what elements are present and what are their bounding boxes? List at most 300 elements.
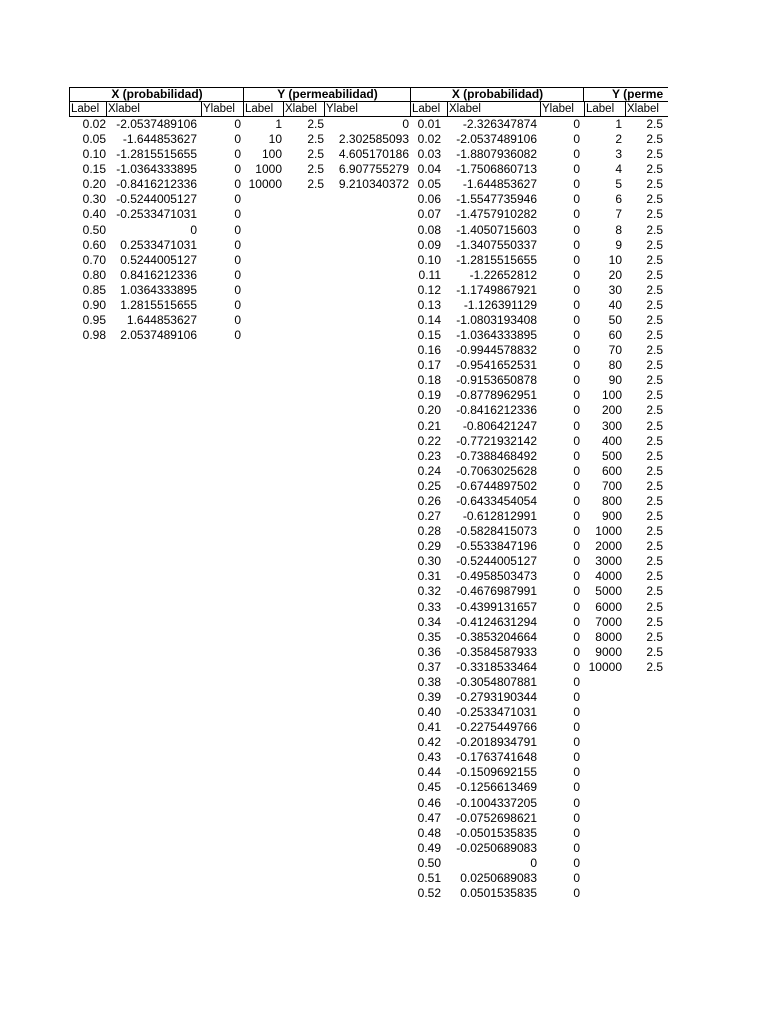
cell-ylabel: 0 bbox=[234, 297, 241, 312]
table-row bbox=[583, 524, 668, 539]
table-row bbox=[410, 645, 584, 660]
cell-xlabel: -0.8778962951 bbox=[456, 388, 537, 403]
table-row bbox=[69, 162, 244, 177]
table-row bbox=[410, 886, 584, 901]
cell-xlabel: 2.5 bbox=[646, 524, 663, 539]
cell-xlabel: 1.644853627 bbox=[126, 313, 197, 328]
table-row bbox=[583, 569, 668, 584]
table-row bbox=[583, 298, 668, 313]
cell-xlabel: 2.5 bbox=[646, 132, 663, 147]
cell-ylabel: 0 bbox=[573, 463, 580, 478]
cell-label: 1 bbox=[275, 117, 282, 131]
table-row bbox=[410, 388, 584, 403]
table-row bbox=[583, 223, 668, 238]
cell-label: 4000 bbox=[595, 569, 622, 584]
cell-xlabel: -0.5244005127 bbox=[456, 554, 537, 569]
cell-label: 0.20 bbox=[417, 403, 441, 418]
cell-ylabel: 0 bbox=[573, 313, 580, 328]
cell-label: 0.38 bbox=[417, 674, 441, 689]
cell-ylabel: 0 bbox=[573, 433, 580, 448]
cell-xlabel: -0.9541652531 bbox=[456, 358, 537, 373]
cell-xlabel: 2.5 bbox=[646, 192, 663, 207]
col-header-xlabel: Xlabel bbox=[106, 102, 201, 116]
cell-ylabel: 0 bbox=[573, 207, 580, 222]
cell-label: 10 bbox=[268, 132, 282, 147]
cell-xlabel: -0.1763741648 bbox=[456, 750, 537, 765]
cell-xlabel: 1.0364333895 bbox=[120, 282, 197, 297]
cell-label: 0.33 bbox=[417, 599, 441, 614]
cell-label: 1 bbox=[615, 117, 622, 131]
cell-xlabel: -0.8416212336 bbox=[116, 177, 197, 192]
cell-ylabel: 0 bbox=[573, 735, 580, 750]
table-row bbox=[410, 479, 584, 494]
table-row bbox=[583, 479, 668, 494]
table-row bbox=[583, 192, 668, 207]
cell-xlabel: -0.1256613469 bbox=[456, 780, 537, 795]
table-row bbox=[583, 373, 668, 388]
cell-xlabel: -0.4958503473 bbox=[456, 569, 537, 584]
cell-xlabel: 2.5 bbox=[646, 599, 663, 614]
cell-label: 0.39 bbox=[417, 689, 441, 704]
table-row bbox=[583, 328, 668, 343]
cell-label: 0.18 bbox=[417, 373, 441, 388]
cell-ylabel: 0 bbox=[573, 132, 580, 147]
table-row bbox=[583, 162, 668, 177]
table-row bbox=[410, 177, 584, 192]
cell-ylabel: 0 bbox=[573, 252, 580, 267]
cell-xlabel: -0.4676987991 bbox=[456, 584, 537, 599]
table-row bbox=[583, 584, 668, 599]
cell-label: 0.43 bbox=[417, 750, 441, 765]
cell-xlabel: -0.4399131657 bbox=[456, 599, 537, 614]
table-row bbox=[583, 253, 668, 268]
column-header-row bbox=[69, 102, 668, 117]
cell-label: 0.25 bbox=[417, 478, 441, 493]
table-row bbox=[583, 358, 668, 373]
cell-label: 0.35 bbox=[417, 629, 441, 644]
cell-label: 3 bbox=[615, 147, 622, 162]
cell-label: 500 bbox=[601, 448, 622, 463]
cell-xlabel: -2.326347874 bbox=[462, 117, 537, 131]
cell-ylabel: 0 bbox=[234, 313, 241, 328]
cell-label: 0.15 bbox=[417, 328, 441, 343]
cell-ylabel: 0 bbox=[573, 147, 580, 162]
table-row bbox=[583, 494, 668, 509]
cell-xlabel: 2.5 bbox=[307, 117, 324, 131]
cell-label: 2000 bbox=[595, 539, 622, 554]
cell-label: 1000 bbox=[595, 524, 622, 539]
table-row bbox=[583, 419, 668, 434]
table-row bbox=[243, 147, 411, 162]
cell-ylabel: 0 bbox=[234, 147, 241, 162]
table-row bbox=[410, 796, 584, 811]
table-row bbox=[410, 494, 584, 509]
cell-label: 0.11 bbox=[418, 267, 441, 282]
col-header-ylabel: Ylabel bbox=[540, 102, 584, 116]
cell-xlabel: -0.0752698621 bbox=[456, 810, 537, 825]
table-row bbox=[583, 509, 668, 524]
cell-label: 10000 bbox=[588, 659, 622, 674]
cell-label: 0.30 bbox=[82, 192, 106, 207]
cell-xlabel: 2.5 bbox=[646, 297, 663, 312]
table-row bbox=[410, 268, 584, 283]
cell-xlabel: -1.0364333895 bbox=[116, 162, 197, 177]
cell-ylabel: 0 bbox=[573, 418, 580, 433]
table-row bbox=[243, 132, 411, 147]
table-row bbox=[410, 223, 584, 238]
cell-label: 6000 bbox=[595, 599, 622, 614]
cell-ylabel: 0 bbox=[573, 780, 580, 795]
cell-xlabel: -1.7506860713 bbox=[456, 162, 537, 177]
cell-xlabel: 0.0250689083 bbox=[460, 870, 537, 885]
cell-xlabel: 2.5 bbox=[307, 147, 324, 162]
cell-ylabel: 0 bbox=[234, 132, 241, 147]
table-row bbox=[583, 539, 668, 554]
cell-xlabel: -0.3054807881 bbox=[456, 674, 537, 689]
cell-label: 0.90 bbox=[82, 297, 106, 312]
table-row bbox=[583, 388, 668, 403]
cell-ylabel: 0 bbox=[573, 569, 580, 584]
table-row bbox=[69, 223, 244, 238]
cell-label: 900 bbox=[601, 509, 622, 524]
cell-label: 50 bbox=[608, 313, 622, 328]
table-row bbox=[583, 645, 668, 660]
cell-xlabel: 0.8416212336 bbox=[120, 267, 197, 282]
cell-ylabel: 0 bbox=[573, 237, 580, 252]
table1-y-data bbox=[243, 117, 411, 192]
cell-xlabel: -0.3853204664 bbox=[456, 629, 537, 644]
cell-ylabel: 0 bbox=[573, 493, 580, 508]
cell-xlabel: -1.126391129 bbox=[463, 297, 537, 312]
cell-label: 0.10 bbox=[417, 252, 441, 267]
table-row bbox=[410, 298, 584, 313]
table-row bbox=[410, 720, 584, 735]
cell-ylabel: 0 bbox=[573, 840, 580, 855]
table-row bbox=[410, 615, 584, 630]
cell-ylabel: 0 bbox=[573, 297, 580, 312]
cell-xlabel: -1.0364333895 bbox=[456, 328, 537, 343]
cell-label: 600 bbox=[601, 463, 622, 478]
cell-ylabel: 0 bbox=[573, 765, 580, 780]
cell-label: 0.98 bbox=[82, 328, 106, 343]
cell-label: 0.14 bbox=[417, 313, 441, 328]
cell-ylabel: 0 bbox=[573, 599, 580, 614]
cell-xlabel: -1.8807936082 bbox=[456, 147, 537, 162]
table-row bbox=[410, 238, 584, 253]
cell-xlabel: 2.5 bbox=[646, 403, 663, 418]
cell-xlabel: 2.5 bbox=[646, 418, 663, 433]
table2-x-data bbox=[410, 117, 584, 901]
table-row bbox=[410, 313, 584, 328]
table-row bbox=[410, 207, 584, 222]
cell-label: 0.01 bbox=[417, 117, 441, 131]
table-row bbox=[583, 660, 668, 675]
cell-label: 0.48 bbox=[417, 825, 441, 840]
cell-label: 0.21 bbox=[417, 418, 441, 433]
table-row bbox=[410, 600, 584, 615]
cell-xlabel: 2.5 bbox=[646, 569, 663, 584]
cell-label: 0.08 bbox=[417, 222, 441, 237]
table-row bbox=[69, 192, 244, 207]
cell-xlabel: 0.0501535835 bbox=[460, 885, 537, 900]
cell-xlabel: -2.0537489106 bbox=[456, 132, 537, 147]
cell-xlabel: 2.5 bbox=[646, 478, 663, 493]
cell-xlabel: 2.5 bbox=[646, 448, 663, 463]
cell-ylabel: 0 bbox=[234, 207, 241, 222]
cell-ylabel: 0 bbox=[573, 720, 580, 735]
cell-ylabel: 0 bbox=[234, 177, 241, 192]
table-row bbox=[583, 554, 668, 569]
table-row bbox=[410, 675, 584, 690]
col-header-ylabel: Ylabel bbox=[324, 102, 410, 116]
table-row bbox=[69, 207, 244, 222]
cell-xlabel: 2.5 bbox=[646, 252, 663, 267]
cell-label: 20 bbox=[608, 267, 622, 282]
cell-xlabel: 2.5 bbox=[646, 644, 663, 659]
table-row bbox=[583, 630, 668, 645]
cell-xlabel: -0.5244005127 bbox=[116, 192, 197, 207]
cell-label: 4 bbox=[615, 162, 622, 177]
table-row bbox=[69, 268, 244, 283]
table-row bbox=[69, 117, 244, 132]
table-row bbox=[410, 630, 584, 645]
cell-label: 0.22 bbox=[417, 433, 441, 448]
cell-label: 6 bbox=[615, 192, 622, 207]
cell-xlabel: 2.5 bbox=[646, 313, 663, 328]
cell-xlabel: 2.5 bbox=[646, 373, 663, 388]
table-row bbox=[410, 765, 584, 780]
cell-label: 8 bbox=[615, 222, 622, 237]
cell-label: 0.50 bbox=[417, 855, 441, 870]
cell-label: 70 bbox=[608, 343, 622, 358]
cell-xlabel: 2.5 bbox=[646, 222, 663, 237]
cell-label: 0.42 bbox=[417, 735, 441, 750]
cell-ylabel: 4.605170186 bbox=[338, 147, 409, 162]
col-header-ylabel: Ylabel bbox=[201, 102, 243, 116]
table-row bbox=[410, 735, 584, 750]
table-row bbox=[410, 162, 584, 177]
cell-label: 0.29 bbox=[417, 539, 441, 554]
cell-xlabel: -1.3407550337 bbox=[456, 237, 537, 252]
table-row bbox=[583, 343, 668, 358]
cell-xlabel: -0.6433454054 bbox=[456, 493, 537, 508]
cell-label: 0.06 bbox=[417, 192, 441, 207]
table-row bbox=[69, 328, 244, 343]
cell-ylabel: 0 bbox=[573, 614, 580, 629]
cell-label: 0.04 bbox=[417, 162, 441, 177]
table-row bbox=[410, 660, 584, 675]
cell-ylabel: 0 bbox=[573, 509, 580, 524]
table-row bbox=[410, 283, 584, 298]
table-row bbox=[410, 690, 584, 705]
cell-xlabel: 0.5244005127 bbox=[120, 252, 197, 267]
cell-label: 300 bbox=[601, 418, 622, 433]
cell-xlabel: 2.5 bbox=[646, 629, 663, 644]
cell-ylabel: 0 bbox=[234, 237, 241, 252]
cell-ylabel: 0 bbox=[234, 222, 241, 237]
cell-label: 0.16 bbox=[417, 343, 441, 358]
cell-xlabel: -1.644853627 bbox=[122, 132, 197, 147]
table-row bbox=[243, 162, 411, 177]
cell-xlabel: 2.5 bbox=[646, 343, 663, 358]
cell-xlabel: 2.5 bbox=[307, 162, 324, 177]
cell-label: 700 bbox=[601, 478, 622, 493]
cell-label: 0.17 bbox=[417, 358, 441, 373]
cell-xlabel: -0.3318533464 bbox=[456, 659, 537, 674]
table-row bbox=[583, 117, 668, 132]
table-row bbox=[69, 132, 244, 147]
cell-label: 0.49 bbox=[417, 840, 441, 855]
cell-xlabel: -0.612812991 bbox=[462, 509, 537, 524]
cell-xlabel: -0.2018934791 bbox=[456, 735, 537, 750]
cell-label: 0.52 bbox=[417, 885, 441, 900]
cell-label: 0.50 bbox=[82, 222, 106, 237]
cell-label: 0.05 bbox=[82, 132, 106, 147]
cell-label: 0.02 bbox=[417, 132, 441, 147]
cell-label: 0.95 bbox=[82, 313, 106, 328]
cell-xlabel: 2.5 bbox=[646, 117, 663, 131]
table-row bbox=[410, 509, 584, 524]
table-row bbox=[583, 238, 668, 253]
cell-label: 90 bbox=[608, 373, 622, 388]
cell-xlabel: -0.806421247 bbox=[462, 418, 537, 433]
table-row bbox=[583, 207, 668, 222]
cell-ylabel: 0 bbox=[234, 328, 241, 343]
cell-xlabel: -0.5828415073 bbox=[456, 524, 537, 539]
table-row bbox=[410, 253, 584, 268]
cell-xlabel: -0.2275449766 bbox=[456, 720, 537, 735]
cell-label: 0.60 bbox=[82, 237, 106, 252]
cell-ylabel: 2.302585093 bbox=[338, 132, 409, 147]
cell-label: 9000 bbox=[595, 644, 622, 659]
table-row bbox=[410, 524, 584, 539]
cell-xlabel: 2.5 bbox=[307, 132, 324, 147]
table-row bbox=[583, 403, 668, 418]
table-row bbox=[410, 192, 584, 207]
table-row bbox=[410, 419, 584, 434]
cell-label: 0.40 bbox=[417, 705, 441, 720]
col-header-label: Label bbox=[410, 102, 447, 116]
cell-label: 0.07 bbox=[417, 207, 441, 222]
cell-ylabel: 0 bbox=[234, 117, 241, 131]
cell-xlabel: 2.5 bbox=[646, 147, 663, 162]
cell-label: 0.13 bbox=[417, 297, 441, 312]
table-row bbox=[583, 268, 668, 283]
cell-xlabel: -0.7721932142 bbox=[456, 433, 537, 448]
cell-xlabel: 2.5 bbox=[646, 584, 663, 599]
table-row bbox=[410, 343, 584, 358]
cell-xlabel: -0.0501535835 bbox=[456, 825, 537, 840]
cell-xlabel: 2.5 bbox=[646, 388, 663, 403]
cell-ylabel: 0 bbox=[573, 795, 580, 810]
table-row bbox=[410, 464, 584, 479]
table-row bbox=[410, 856, 584, 871]
cell-ylabel: 0 bbox=[573, 554, 580, 569]
table-row bbox=[583, 132, 668, 147]
cell-xlabel: -0.7063025628 bbox=[456, 463, 537, 478]
cell-label: 0.44 bbox=[417, 765, 441, 780]
cell-label: 30 bbox=[608, 282, 622, 297]
cell-label: 0.09 bbox=[417, 237, 441, 252]
cell-xlabel: 2.5 bbox=[646, 207, 663, 222]
cell-xlabel: -0.5533847196 bbox=[456, 539, 537, 554]
cell-label: 0.37 bbox=[417, 659, 441, 674]
cell-xlabel: 2.5 bbox=[646, 539, 663, 554]
cell-ylabel: 0 bbox=[573, 358, 580, 373]
cell-xlabel: -0.1004337205 bbox=[456, 795, 537, 810]
cell-xlabel: 0 bbox=[190, 222, 197, 237]
cell-label: 2 bbox=[615, 132, 622, 147]
cell-ylabel: 9.210340372 bbox=[338, 177, 409, 192]
table-row bbox=[583, 147, 668, 162]
cell-label: 0.70 bbox=[82, 252, 106, 267]
col-header-xlabel: Xlabel bbox=[625, 102, 668, 116]
cell-xlabel: 1.2815515655 bbox=[120, 297, 197, 312]
cell-label: 5 bbox=[615, 177, 622, 192]
cell-label: 0.85 bbox=[82, 282, 106, 297]
cell-xlabel: -1.2815515655 bbox=[116, 147, 197, 162]
table-row bbox=[410, 328, 584, 343]
cell-ylabel: 0 bbox=[573, 282, 580, 297]
table-row bbox=[243, 117, 411, 132]
table-row bbox=[583, 600, 668, 615]
cell-xlabel: -2.0537489106 bbox=[116, 117, 197, 131]
cell-xlabel: 2.5 bbox=[307, 177, 324, 192]
cell-xlabel: -0.7388468492 bbox=[456, 448, 537, 463]
cell-xlabel: 0 bbox=[530, 855, 537, 870]
table-row bbox=[410, 539, 584, 554]
cell-xlabel: -1.4050715603 bbox=[456, 222, 537, 237]
table-row bbox=[410, 826, 584, 841]
cell-label: 0.26 bbox=[417, 493, 441, 508]
table-row bbox=[410, 705, 584, 720]
cell-xlabel: -0.2533471031 bbox=[456, 705, 537, 720]
cell-label: 0.24 bbox=[417, 463, 441, 478]
table-row bbox=[583, 434, 668, 449]
cell-label: 400 bbox=[601, 433, 622, 448]
cell-ylabel: 0 bbox=[234, 282, 241, 297]
cell-xlabel: 2.5 bbox=[646, 162, 663, 177]
table-row bbox=[410, 373, 584, 388]
table-row bbox=[243, 177, 411, 192]
cell-label: 0.10 bbox=[82, 147, 106, 162]
table-row bbox=[69, 177, 244, 192]
cell-ylabel: 0 bbox=[402, 117, 409, 131]
cell-xlabel: 2.5 bbox=[646, 659, 663, 674]
cell-label: 0.36 bbox=[417, 644, 441, 659]
cell-xlabel: 2.0537489106 bbox=[120, 328, 197, 343]
cell-ylabel: 0 bbox=[573, 810, 580, 825]
cell-xlabel: -0.0250689083 bbox=[456, 840, 537, 855]
cell-ylabel: 0 bbox=[573, 659, 580, 674]
table-row bbox=[583, 449, 668, 464]
table-row bbox=[410, 871, 584, 886]
cell-label: 60 bbox=[608, 328, 622, 343]
cell-label: 0.51 bbox=[417, 870, 441, 885]
cell-label: 0.20 bbox=[82, 177, 106, 192]
table-row bbox=[410, 841, 584, 856]
cell-label: 0.30 bbox=[417, 554, 441, 569]
cell-ylabel: 0 bbox=[234, 192, 241, 207]
cell-ylabel: 0 bbox=[573, 328, 580, 343]
cell-xlabel: 2.5 bbox=[646, 614, 663, 629]
table-row bbox=[69, 238, 244, 253]
cell-xlabel: 2.5 bbox=[646, 328, 663, 343]
cell-label: 200 bbox=[601, 403, 622, 418]
cell-ylabel: 6.907755279 bbox=[338, 162, 409, 177]
table-row bbox=[410, 449, 584, 464]
table-row bbox=[410, 403, 584, 418]
